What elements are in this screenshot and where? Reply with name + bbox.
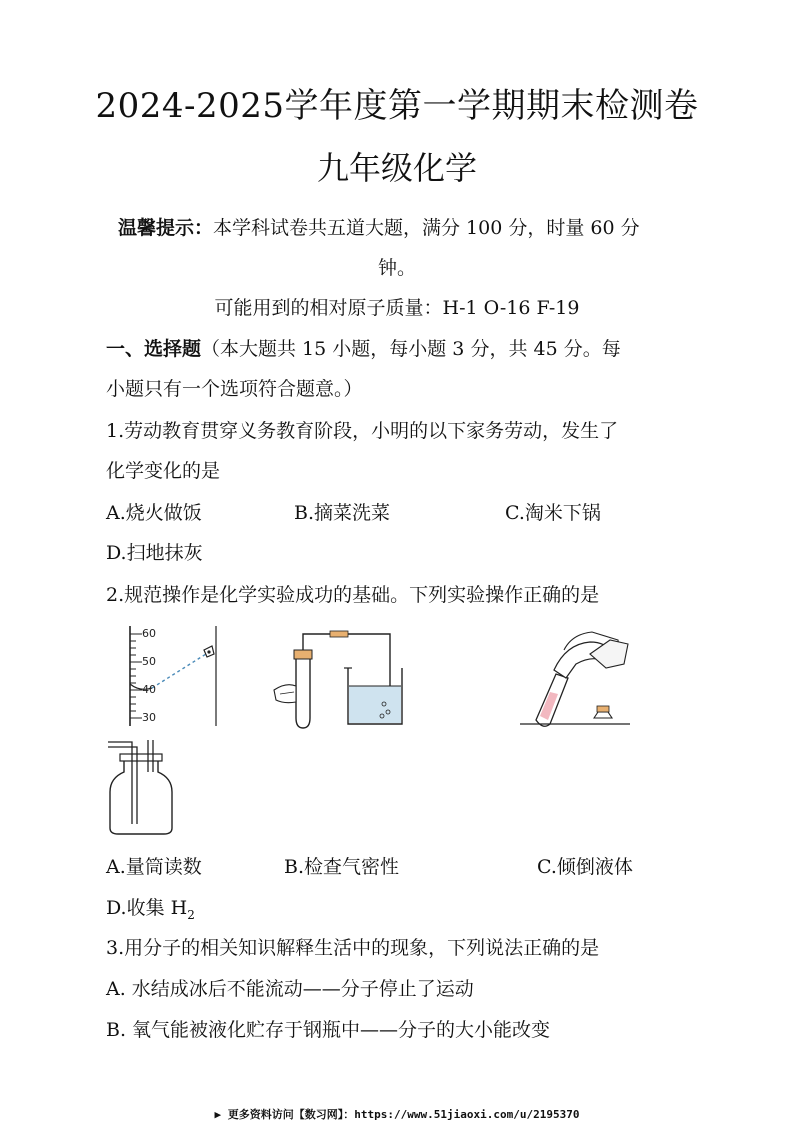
tips-text-2: 钟。 (377, 257, 416, 279)
q1-option-a: A.烧火做饭 (106, 502, 202, 524)
section-desc-2: 小题只有一个选项符合题意。） (106, 378, 363, 400)
q1-option-d: D.扫地抹灰 (106, 542, 203, 564)
flag-icon: ▶ (214, 1108, 222, 1121)
q2-option-c: C.倾倒液体 (537, 856, 633, 878)
q2-option-a: A.量筒读数 (106, 856, 202, 878)
q2-option-b: B.检查气密性 (284, 856, 400, 878)
q2-option-d (106, 893, 195, 922)
figure-cylinder-reading (112, 622, 224, 730)
tips-text-1: 本学科试卷共五道大题，满分 100 分，时量 60 分 (213, 217, 640, 239)
section-desc-1: （本大题共 15 小题，每小题 3 分，共 45 分。每 (201, 338, 621, 360)
tips-label: 温馨提示： (118, 217, 214, 239)
q2-option-d-text: D.收集 H (106, 897, 188, 919)
q1-stem-1: 1.劳动教育贯穿义务教育阶段，小明的以下家务劳动，发生了 (106, 420, 619, 442)
q1-option-b: B.摘菜洗菜 (294, 502, 391, 524)
figure-airtightness-check (272, 628, 408, 732)
q2-stem: 2.规范操作是化学实验成功的基础。下列实验操作正确的是 (106, 584, 600, 606)
section-heading: 一、选择题 (106, 338, 202, 360)
q1-stem-2: 化学变化的是 (106, 460, 221, 482)
q2-option-d-subscript: 2 (187, 907, 195, 922)
tips-line (118, 213, 640, 240)
cylinder-tick-label: 60 (142, 627, 156, 640)
figure-gas-collection-bottle (104, 738, 178, 836)
q3-stem: 3.用分子的相关知识解释生活中的现象，下列说法正确的是 (106, 937, 600, 959)
q3-option-a: A. 水结成冰后不能流动——分子停止了运动 (106, 978, 474, 1000)
footer-link-line[interactable] (0, 1106, 794, 1122)
figure-pouring-liquid (506, 620, 634, 732)
cylinder-tick-label: 30 (142, 711, 156, 724)
page-subtitle: 九年级化学 (316, 149, 477, 187)
section-heading-line (106, 334, 621, 361)
q1-option-c: C.淘米下锅 (505, 502, 601, 524)
footer-link-text[interactable]: 更多资料访问【数习网】：https://www.51jiaoxi.com/u/2195370 (227, 1108, 580, 1121)
atomic-mass-note: 可能用到的相对原子质量：H-1 O-16 F-19 (214, 297, 580, 319)
cylinder-tick-label: 50 (142, 655, 156, 668)
page-title: 2024-2025学年度第一学期期末检测卷 (95, 86, 699, 126)
cylinder-tick-label: 40 (142, 683, 156, 696)
q3-option-b: B. 氧气能被液化贮存于钢瓶中——分子的大小能改变 (106, 1019, 551, 1041)
